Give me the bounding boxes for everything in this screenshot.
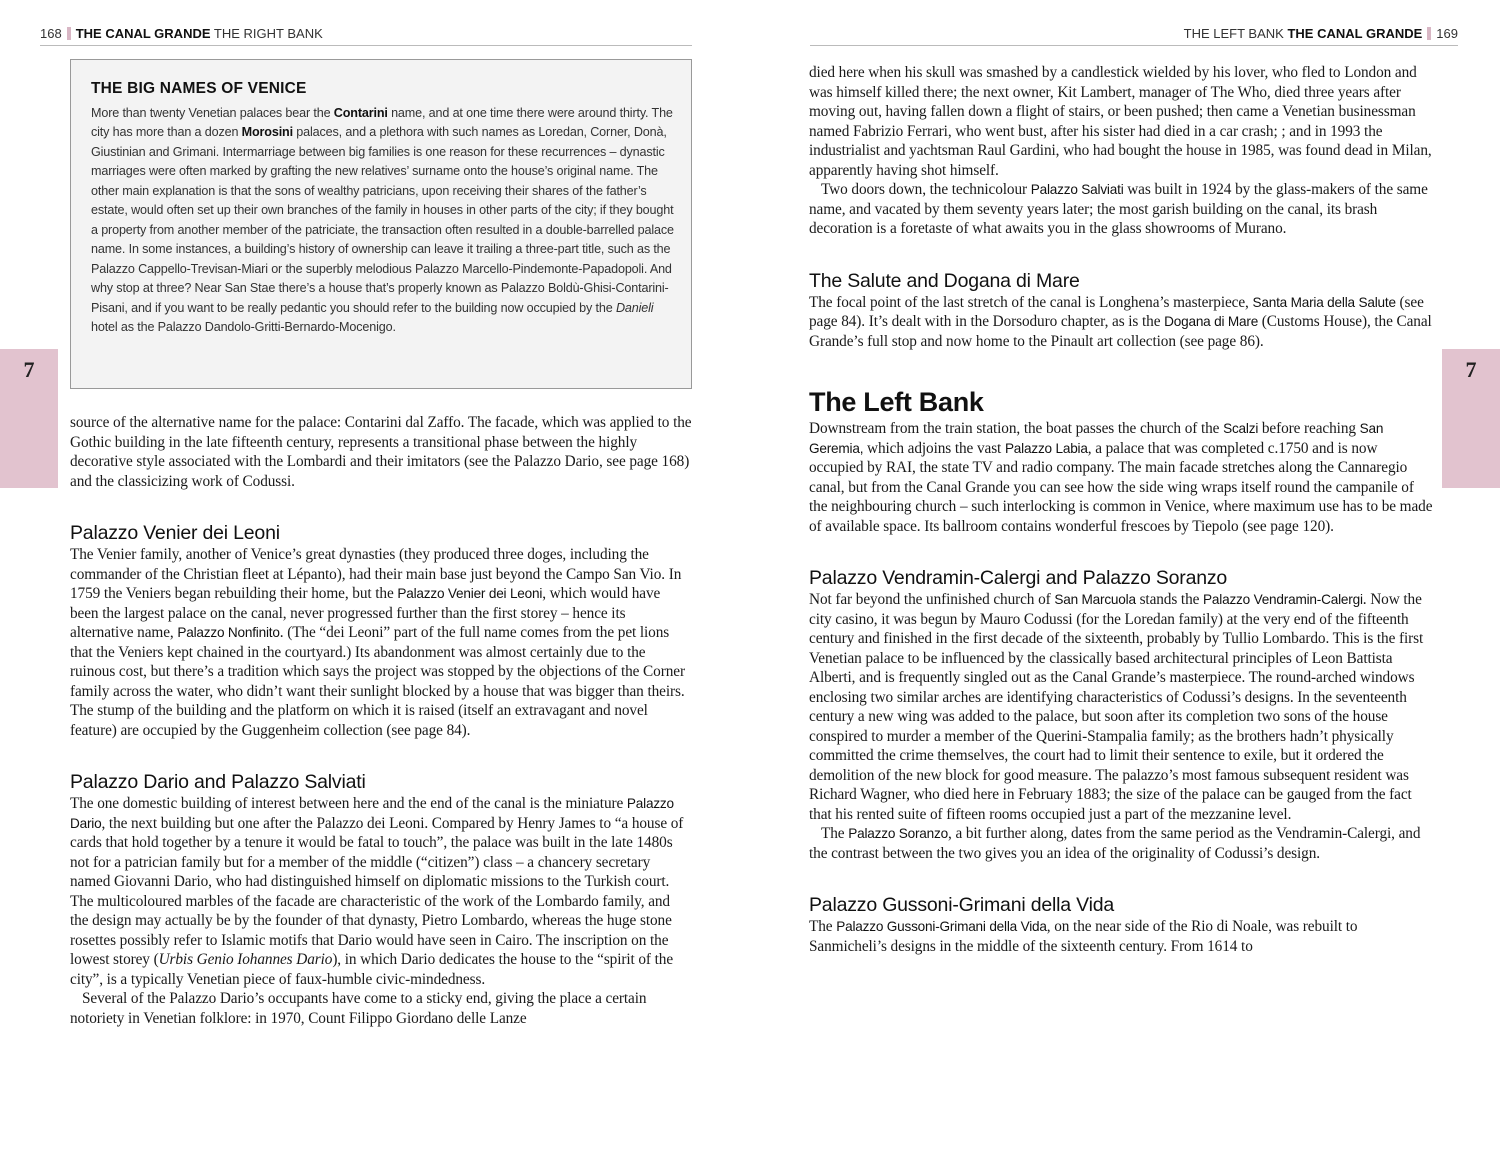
- intro-paragraph: source of the alternative name for the palace: Contarini dal Zaffo. The facade, which was applied to the Gothic building in the late fifteenth century, represents a transitional phase between the highly decorative style associated with the Lombardi and their imitators (see the Palazzo Dario, see page 168) and the classicizing work of Codussi.: [70, 414, 692, 490]
- right-header-section: THE CANAL GRANDE: [1287, 26, 1423, 41]
- highlight-palazzo-dario: Palazzo Dario: [70, 796, 674, 831]
- highlight-morosini: Morosini: [241, 125, 293, 140]
- italic-inscription: Urbis Genio Iohannes Dario: [158, 951, 333, 968]
- header-divider-bar: [67, 27, 71, 40]
- salviati-paragraph: Two doors down, the technicolour Palazzo Salviati was built in 1924 by the glass-makers of the same name, and vacated by them seventy years later; the most garish building on the canal, its brash decoration is a foretaste of what awaits you in the glass showrooms of Murano.: [809, 181, 1428, 237]
- left-running-header: [40, 26, 692, 46]
- heading-dario: Palazzo Dario and Palazzo Salviati: [70, 771, 366, 793]
- highlight-san-marcuola: San Marcuola: [1054, 592, 1136, 607]
- heading-left-bank: The Left Bank: [809, 387, 984, 417]
- heading-salute: The Salute and Dogana di Mare: [809, 269, 1080, 292]
- highlight-palazzo-salviati: Palazzo Salviati: [1030, 182, 1124, 197]
- chapter-tab-right: 7: [1442, 349, 1500, 488]
- highlight-san-geremia: San Geremia,: [809, 421, 1384, 456]
- header-divider-bar: [1427, 27, 1431, 40]
- highlight-scalzi: Scalzi: [1223, 421, 1259, 436]
- sidebar-text: More than twenty Venetian palaces bear the Contarini name, and at one time there were around thirty. The city has more than a dozen Morosini palaces, and a plethora with such names as Loredan, Corner, Donà, Giustinian and Grimani. Intermarriage between big families is one reason for these recurrences – dynastic marriages were often marked by grafting the new relatives’ surname onto the house’s original name. The other main explanation is that the sons of wealthy patricians, upon receiving their shares of the father’s estate, would often set up their own branches of the family in houses in other parts of the city; if they bought a property from another member of the patriciate, the transaction often resulted in a double-barrelled palace name. In some instances, a building’s history of ownership can leave it trailing a three-part title, such as the Palazzo Cappello-Trevisan-Miari or the superbly melodious Palazzo Marcello-Pindemonte-Papadopoli. And why stop at three? Near San Stae there’s a house that’s properly known as Palazzo Boldù-Ghisi-Contarini-Pisani, and if you want to be really pedantic you should refer to the building now occupied by the Danieli hotel as the Palazzo Dandolo-Gritti-Bernardo-Mocenigo.: [91, 106, 674, 334]
- big-names-sidebar-box: [70, 59, 692, 389]
- soranzo-paragraph: The Palazzo Soranzo, a bit further along, dates from the same period as the Vendramin-Calergi, and the contrast between the two gives you an idea of the originality of Codussi’s design.: [809, 825, 1421, 862]
- left-header-subsection: THE RIGHT BANK: [213, 26, 323, 41]
- vendramin-paragraph: Not far beyond the unfinished church of San Marcuola stands the Palazzo Vendramin-Calergi. Now the city casino, it was begun by Mauro Codussi (for the Loredan family) at the very end of the fifteenth century and finished in the first decade of the sixteenth, probably by Tullio Lombardo. This is the first Venetian palace to be influenced by the classically based architectural principles of Leon Battista Alberti, and is frequently singled out as the Canal Grande’s masterpiece. The round-arched windows enclosing two similar arches are identifying characteristics of Codussi’s designs. In the seventeenth century a new wing was added to the palace, but soon after its completion two sons of the house conspired to murder a member of the Querini-Stampalia family; as the brothers hadn’t physically committed the crime themselves, the court had to limit their sentence to exile, but it ordered the demolition of the new block for good measure. The palazzo’s most famous subsequent resident was Richard Wagner, who died here in February 1883; the size of the palace can be gauged from the fact that his rented suite of fifteen rooms occupied just a part of the mezzanine level.: [809, 591, 1424, 823]
- highlight-palazzo-labia: Palazzo Labia: [1004, 440, 1088, 456]
- venier-paragraph: The Venier family, another of Venice’s great dynasties (they produced three doges, including the commander of the Christian fleet at Lépanto), had their main base just beyond the Campo San Vio. In 1759 the Veniers began rebuilding their home, but the Palazzo Venier dei Leoni, which would have been the largest palace on the canal, never progressed further than the first storey – hence its alternative name, Palazzo Nonfinito. (The “dei Leoni” part of the full name comes from the pet lions that the Veniers kept chained in the courtyard.) Its abandonment was almost certainly due to the ruinous cost, but there’s a tradition which says the project was stopped by the objections of the Corner family across the water, who didn’t want their sunlight blocked by a house that was bigger than theirs. The stump of the building and the platform on which it is raised (itself an extravagant and novel feature) are occupied by the Guggenheim collection (see page 84).: [70, 546, 685, 739]
- left-page-column: [70, 413, 692, 1028]
- italic-danieli: Danieli: [615, 300, 654, 315]
- highlight-palazzo-soranzo: Palazzo Soranzo: [848, 826, 948, 841]
- left-page-number: 168: [40, 26, 62, 41]
- dario-paragraph: The one domestic building of interest between here and the end of the canal is the miniature Palazzo Dario, the next building but one after the Palazzo dei Leoni. Compared by Henry James to “a house of cards that hold together by a tenure it would be fatal to touch”, the palace was built in the late 1480s not for a patrician family but for a member of the middle (“citizen”) class – a chancery secretary named Giovanni Dario, who had distinguished himself on diplomatic missions to the Turkish court. The multicoloured marbles of the facade are characteristic of the work of the Lombardo family, and the design may actually be by the founder of that dynasty, Pietro Lombardo, whereas the huge stone rosettes possibly refer to Islamic motifs that Dario would have seen in Cairo. The inscription on the lowest storey (Urbis Genio Iohannes Dario), in which Dario dedicates the house to the “spirit of the city”, is a typically Venetian piece of faux-humble civic-mindedness.: [70, 795, 684, 988]
- chapter-tab-left: 7: [0, 349, 58, 488]
- right-page-column: [809, 63, 1433, 956]
- heading-gussoni: Palazzo Gussoni-Grimani della Vida: [809, 894, 1114, 916]
- right-page-number: 169: [1436, 26, 1458, 41]
- highlight-nonfinito: Palazzo Nonfinito: [177, 625, 280, 640]
- heading-venier: Palazzo Venier dei Leoni: [70, 522, 280, 544]
- sidebar-title: THE BIG NAMES OF VENICE: [91, 80, 307, 97]
- highlight-santa-maria-salute: Santa Maria della Salute: [1252, 294, 1396, 310]
- left-bank-paragraph: Downstream from the train station, the boat passes the church of the Scalzi before reaching San Geremia, which adjoins the vast Palazzo Labia, a palace that was completed c.1750 and is now occupied by RAI, the state TV and radio company. The main facade stretches along the Cannaregio canal, but from the Canal Grande you can see how the side wing wraps itself round the campanile of the neighbouring church – such interlocking is common in Venice, where maximum use has to be made of available space. Its ballroom contains wonderful frescoes by Tiepolo (see page 120).: [809, 420, 1433, 535]
- heading-vendramin: Palazzo Vendramin-Calergi and Palazzo Soranzo: [809, 567, 1228, 589]
- right-header-subsection: THE LEFT BANK: [1183, 26, 1284, 41]
- gussoni-paragraph: The Palazzo Gussoni-Grimani della Vida, on the near side of the Rio di Noale, was rebuilt to Sanmicheli’s designs in the middle of the sixteenth century. From 1614 to: [809, 918, 1358, 955]
- highlight-vendramin-calergi: Palazzo Vendramin-Calergi: [1203, 592, 1363, 607]
- highlight-contarini: Contarini: [333, 106, 388, 120]
- right-running-header: [810, 26, 1458, 46]
- continuation-paragraph: died here when his skull was smashed by a candlestick wielded by his lover, who fled to London and was himself killed there; the next owner, Kit Lambert, manager of The Who, died three years after moving out, having fallen down a flight of stairs, or been pushed; then came a Venetian businessman named Fabrizio Ferrari, who went bust, after his sister had died in a car crash; ; and in 1993 the industrialist and yachtsman Raul Gardini, who had bought the house in 1985, was found dead in Milan, apparently having shot himself.: [809, 64, 1432, 179]
- salute-paragraph: The focal point of the last stretch of the canal is Longhena’s masterpiece, Santa Maria della Salute (see page 84). It’s dealt with in the Dorsoduro chapter, as is the Dogana di Mare (Customs House), the Canal Grande’s full stop and now home to the Pinault art collection (see page 86).: [809, 293, 1432, 350]
- highlight-gussoni-grimani: Palazzo Gussoni-Grimani della Vida: [836, 919, 1047, 934]
- highlight-venier-leoni: Palazzo Venier dei Leoni: [397, 586, 543, 601]
- several-occupants-paragraph: Several of the Palazzo Dario’s occupants have come to a sticky end, giving the place a certain notoriety in Venetian folklore: in 1970, Count Filippo Giordano delle Lanze: [70, 990, 647, 1027]
- left-header-section: THE CANAL GRANDE: [75, 26, 211, 41]
- highlight-dogana: Dogana di Mare: [1164, 314, 1259, 329]
